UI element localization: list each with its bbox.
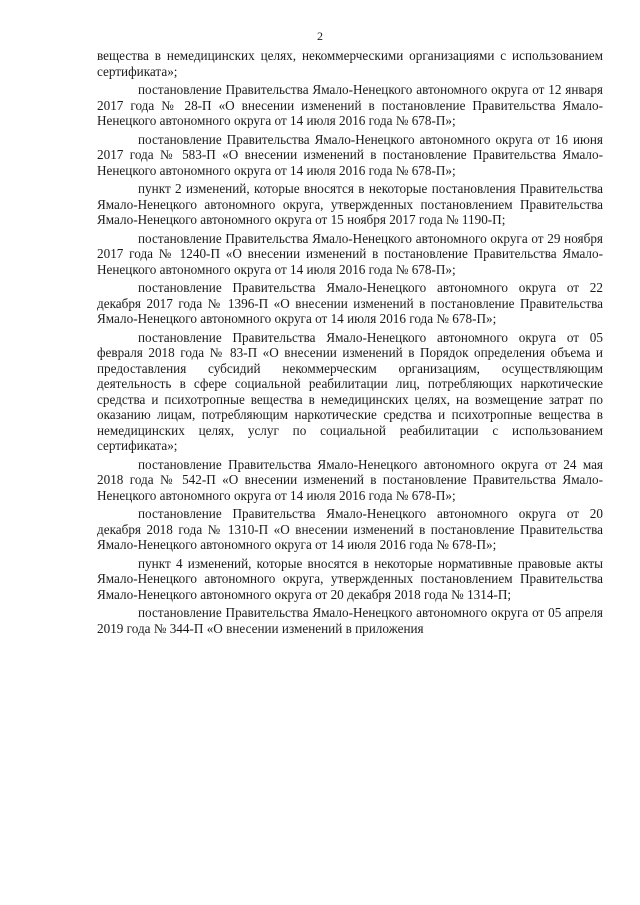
page-number: 2 bbox=[317, 29, 323, 43]
paragraph: постановление Правительства Ямало-Ненецкого автономного округа от 05 апреля 2019 года № 344-П «О внесении изменений в приложения bbox=[97, 605, 603, 636]
paragraph: постановление Правительства Ямало-Ненецкого автономного округа от 22 декабря 2017 года № 1396-П «О внесении изменений в постановление Правительства Ямало-Ненецкого автономного округа от 14 июля 2016 года № 678-П»; bbox=[97, 280, 603, 326]
document-body bbox=[97, 48, 603, 639]
paragraph: постановление Правительства Ямало-Ненецкого автономного округа от 29 ноября 2017 года № 1240-П «О внесении изменений в постановление Правительства Ямало-Ненецкого автономного округа от 14 июля 2016 года № 678-П»; bbox=[97, 230, 603, 277]
paragraph: вещества в немедицинских целях, некоммерческими организациями с использованием сертификата»; bbox=[97, 48, 603, 79]
paragraph: постановление Правительства Ямало-Ненецкого автономного округа от 16 июня 2017 года № 583-П «О внесении изменений в постановление Правительства Ямало-Ненецкого автономного округа от 14 июля 2016 года № 678-П»; bbox=[97, 131, 603, 178]
paragraph: пункт 4 изменений, которые вносятся в некоторые нормативные правовые акты Ямало-Ненецкого автономного округа, утвержденных постановлением Правительства Ямало-Ненецкого автономного округа от 20 декабря 2018 года № 1314-П; bbox=[97, 555, 603, 602]
paragraph: постановление Правительства Ямало-Ненецкого автономного округа от 24 мая 2018 года № 542-П «О внесении изменений в постановление Правительства Ямало-Ненецкого автономного округа от 14 июля 2016 года № 678-П»; bbox=[97, 456, 603, 503]
paragraph: пункт 2 изменений, которые вносятся в некоторые постановления Правительства Ямало-Ненецкого автономного округа, утвержденных постановлением Правительства Ямало-Ненецкого автономного округа от 15 ноября 2017 года № 1190-П; bbox=[97, 181, 603, 227]
paragraph: постановление Правительства Ямало-Ненецкого автономного округа от 05 февраля 2018 года № 83-П «О внесении изменений в Порядок определения объема и предоставления субсидий некоммерческим организациям, осуществляющим деятельность в сфере социальной реабилитации лиц, потребляющих наркотические средства и психотропные вещества в немедицинских целях, на возмещение затрат по оказанию лицам, потребляющим наркотические средства и психотропные вещества в немедицинских целях, услуг по социальной реабилитации с использованием сертификата»; bbox=[97, 329, 603, 453]
paragraph: постановление Правительства Ямало-Ненецкого автономного округа от 20 декабря 2018 года № 1310-П «О внесении изменений в постановление Правительства Ямало-Ненецкого автономного округа от 14 июля 2016 года № 678-П»; bbox=[97, 506, 603, 552]
paragraph: постановление Правительства Ямало-Ненецкого автономного округа от 12 января 2017 года № 28-П «О внесении изменений в постановление Правительства Ямало-Ненецкого автономного округа от 14 июля 2016 года № 678-П»; bbox=[97, 82, 603, 128]
